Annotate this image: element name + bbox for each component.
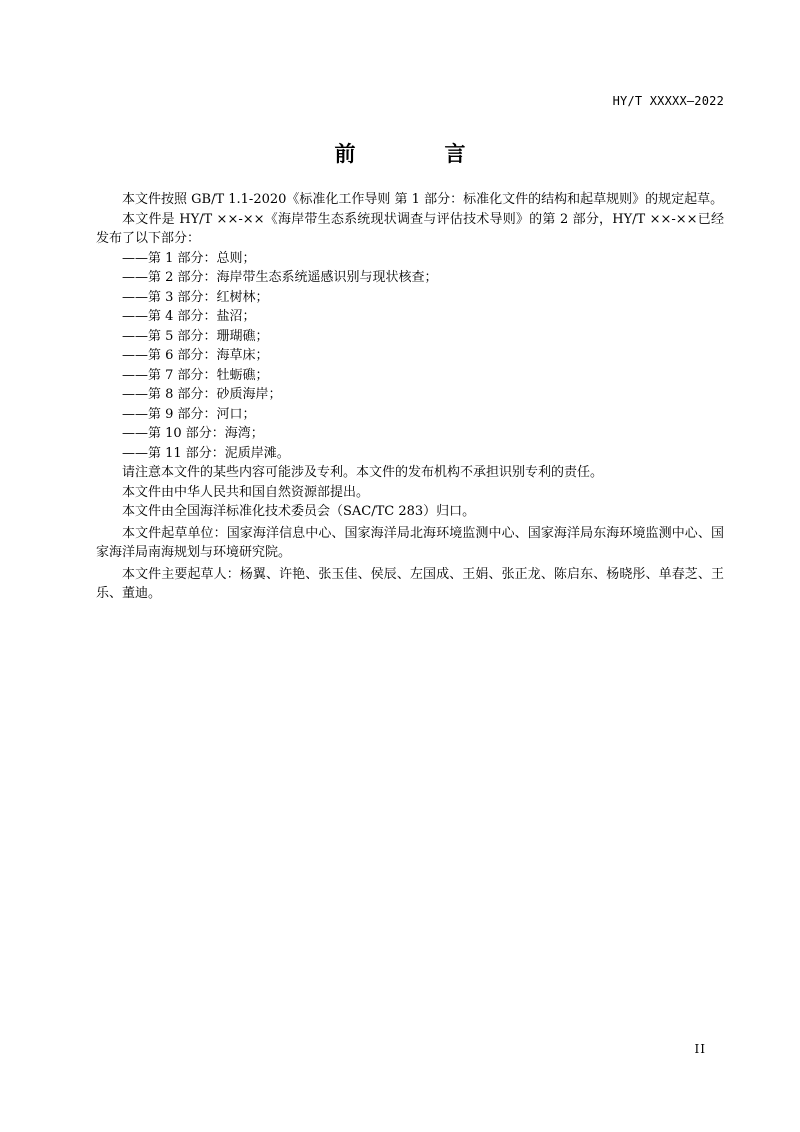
list-item: ——第 9 部分：河口； [122,406,256,422]
paragraph-administrator: 本文件由全国海洋标准化技术委员会（SAC/TC 283）归口。 [122,504,476,519]
list-item: ——第 5 部分：珊瑚礁； [122,328,269,344]
list-item: ——第 3 部分：红树林； [122,289,269,305]
list-item: ——第 6 部分：海草床； [122,348,269,363]
parts-list [96,249,724,464]
list-item: ——第 7 部分：牡蛎礁； [122,367,269,383]
paragraph-part-statement: 本文件是 HY/T ××-××《海岸带生态系统现状调查与评估技术导则》的第 2 部分，HY/T ××-××已经发布了以下部分： [96,211,724,246]
list-item: ——第 11 部分：泥质岸滩。 [122,445,290,461]
list-item: ——第 2 部分：海岸带生态系统遥感识别与现状核查； [122,270,438,285]
list-item: ——第 1 部分：总则； [122,250,256,266]
paragraph-patent-notice: 请注意本文件的某些内容可能涉及专利。本文件的发布机构不承担识别专利的责任。 [122,465,604,480]
paragraph-drafters: 本文件主要起草人：杨翼、许艳、张玉佳、侯辰、左国成、王娟、张正龙、陈启东、杨晓彤、单春芝、王乐、董迪。 [96,566,724,601]
list-item: ——第 4 部分：盐沼； [122,309,256,324]
document-code: HY/T XXXXX—2022 [612,94,724,108]
page-number: II [694,1042,706,1056]
page-title: 前 言 [334,142,500,166]
paragraph-drafting-rules: 本文件按照 GB/T 1.1-2020《标准化工作导则 第 1 部分：标准化文件的结构和起草规则》的规定起草。 [122,192,724,207]
paragraph-drafting-units: 本文件起草单位：国家海洋信息中心、国家海洋局北海环境监测中心、国家海洋局东海环境监测中心、国家海洋局南海规划与环境研究院。 [96,525,724,560]
list-item: ——第 8 部分：砂质海岸； [122,387,282,402]
paragraph-proposer: 本文件由中华人民共和国自然资源部提出。 [122,484,370,500]
foreword-body [96,190,724,604]
list-item: ——第 10 部分：海湾； [122,426,264,441]
